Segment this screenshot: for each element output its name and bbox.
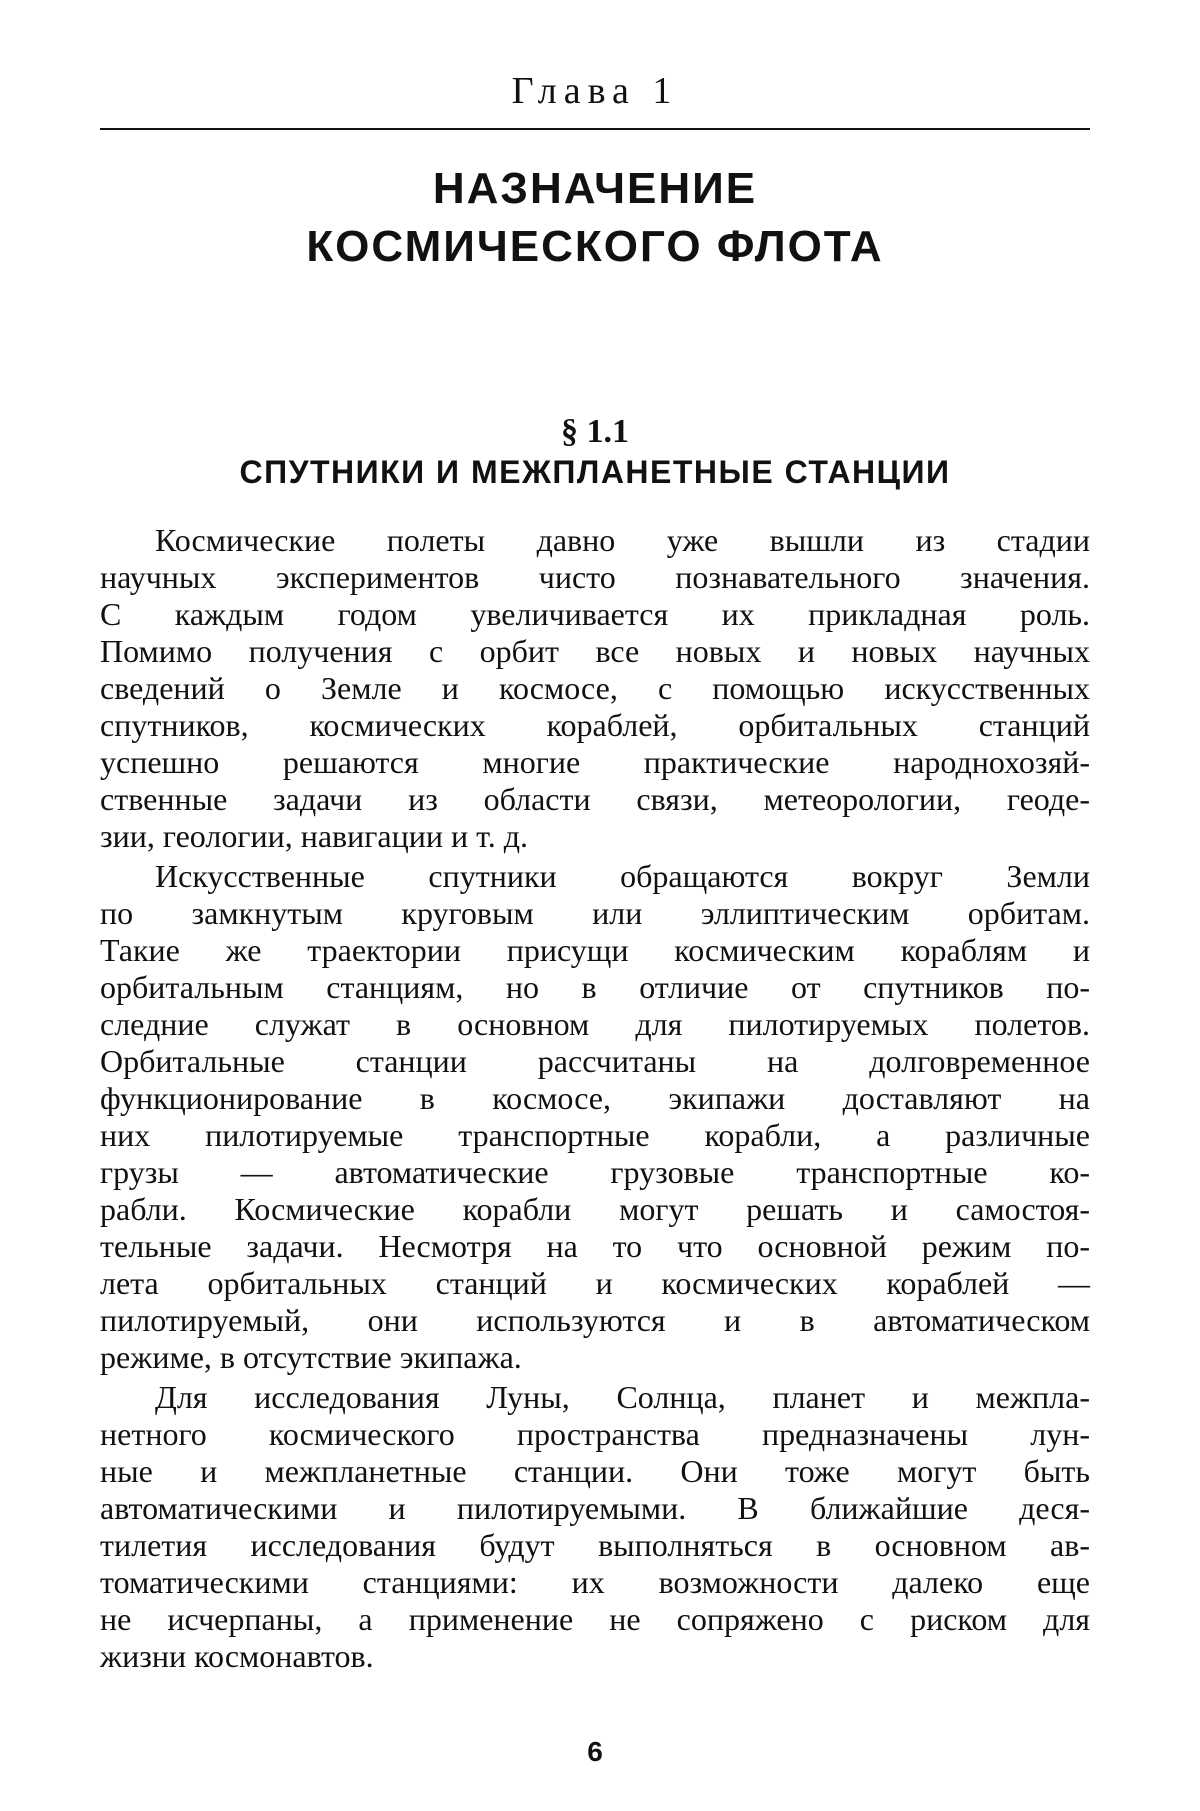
text-line: Такие же траектории присущи космическим кораблям и — [100, 932, 1090, 968]
text-line: рабли. Космические корабли могут решать и самостоя- — [100, 1191, 1090, 1227]
text-line: функционирование в космосе, экипажи доставляют на — [100, 1080, 1090, 1116]
text-line: Космические полеты давно уже вышли из стадии — [155, 522, 1090, 558]
text-line: пилотируемый, они используются и в автоматическом — [100, 1302, 1090, 1338]
text-line: спутников, космических кораблей, орбитальных станций — [100, 707, 1090, 743]
text-line: по замкнутым круговым или эллиптическим орбитам. — [100, 895, 1090, 931]
paragraph — [100, 1379, 1090, 1675]
chapter-title-line: НАЗНАЧЕНИЕ — [432, 164, 758, 213]
text-line: них пилотируемые транспортные корабли, а различные — [100, 1117, 1090, 1153]
section-title: СПУТНИКИ И МЕЖПЛАНЕТНЫЕ СТАНЦИИ — [239, 454, 951, 490]
paragraph — [100, 858, 1090, 1376]
chapter-title — [100, 160, 1090, 276]
chapter-label: Глава 1 — [511, 70, 679, 112]
section-number: § 1.1 — [561, 413, 629, 450]
text-line: нетного космического пространства предназначены лун- — [100, 1416, 1090, 1452]
text-line: лета орбитальных станций и космических кораблей — — [100, 1265, 1090, 1301]
text-line: не исчерпаны, а применение не сопряжено с риском для — [100, 1601, 1090, 1637]
text-line: режиме, в отсутствие экипажа. — [100, 1339, 522, 1375]
text-line: ные и межпланетные станции. Они тоже могут быть — [100, 1453, 1090, 1489]
chapter-title-line: КОСМИЧЕСКОГО ФЛОТА — [306, 222, 884, 271]
text-line: С каждым годом увеличивается их прикладная роль. — [100, 596, 1090, 632]
text-line: ственные задачи из области связи, метеорологии, геоде- — [100, 781, 1090, 817]
text-line: грузы — автоматические грузовые транспортные ко- — [100, 1154, 1090, 1190]
page-number: 6 — [587, 1736, 603, 1767]
text-line: следние служат в основном для пилотируемых полетов. — [100, 1006, 1090, 1042]
text-line: зии, геологии, навигации и т. д. — [100, 818, 528, 854]
text-line: Орбитальные станции рассчитаны на долговременное — [100, 1043, 1090, 1079]
text-line: научных экспериментов чисто познавательного значения. — [100, 559, 1090, 595]
text-line: Искусственные спутники обращаются вокруг Земли — [155, 858, 1090, 894]
text-line: автоматическими и пилотируемыми. В ближайшие деся- — [100, 1490, 1090, 1526]
text-line: успешно решаются многие практические народнохозяй- — [100, 744, 1090, 780]
paragraph — [100, 522, 1090, 855]
text-line: тилетия исследования будут выполняться в основном ав- — [100, 1527, 1090, 1563]
text-line: сведений о Земле и космосе, с помощью искусственных — [100, 670, 1090, 706]
text-line: орбитальным станциям, но в отличие от спутников по- — [100, 969, 1090, 1005]
text-line: Для исследования Луны, Солнца, планет и межпла- — [155, 1379, 1090, 1415]
text-line: жизни космонавтов. — [100, 1638, 374, 1674]
text-line: томатическими станциями: их возможности далеко еще — [100, 1564, 1090, 1600]
header-rule — [100, 128, 1090, 130]
text-line: Помимо получения с орбит все новых и новых научных — [100, 633, 1090, 669]
body-text — [100, 522, 1090, 1678]
book-page — [100, 0, 1090, 1811]
text-line: тельные задачи. Несмотря на то что основной режим по- — [100, 1228, 1090, 1264]
